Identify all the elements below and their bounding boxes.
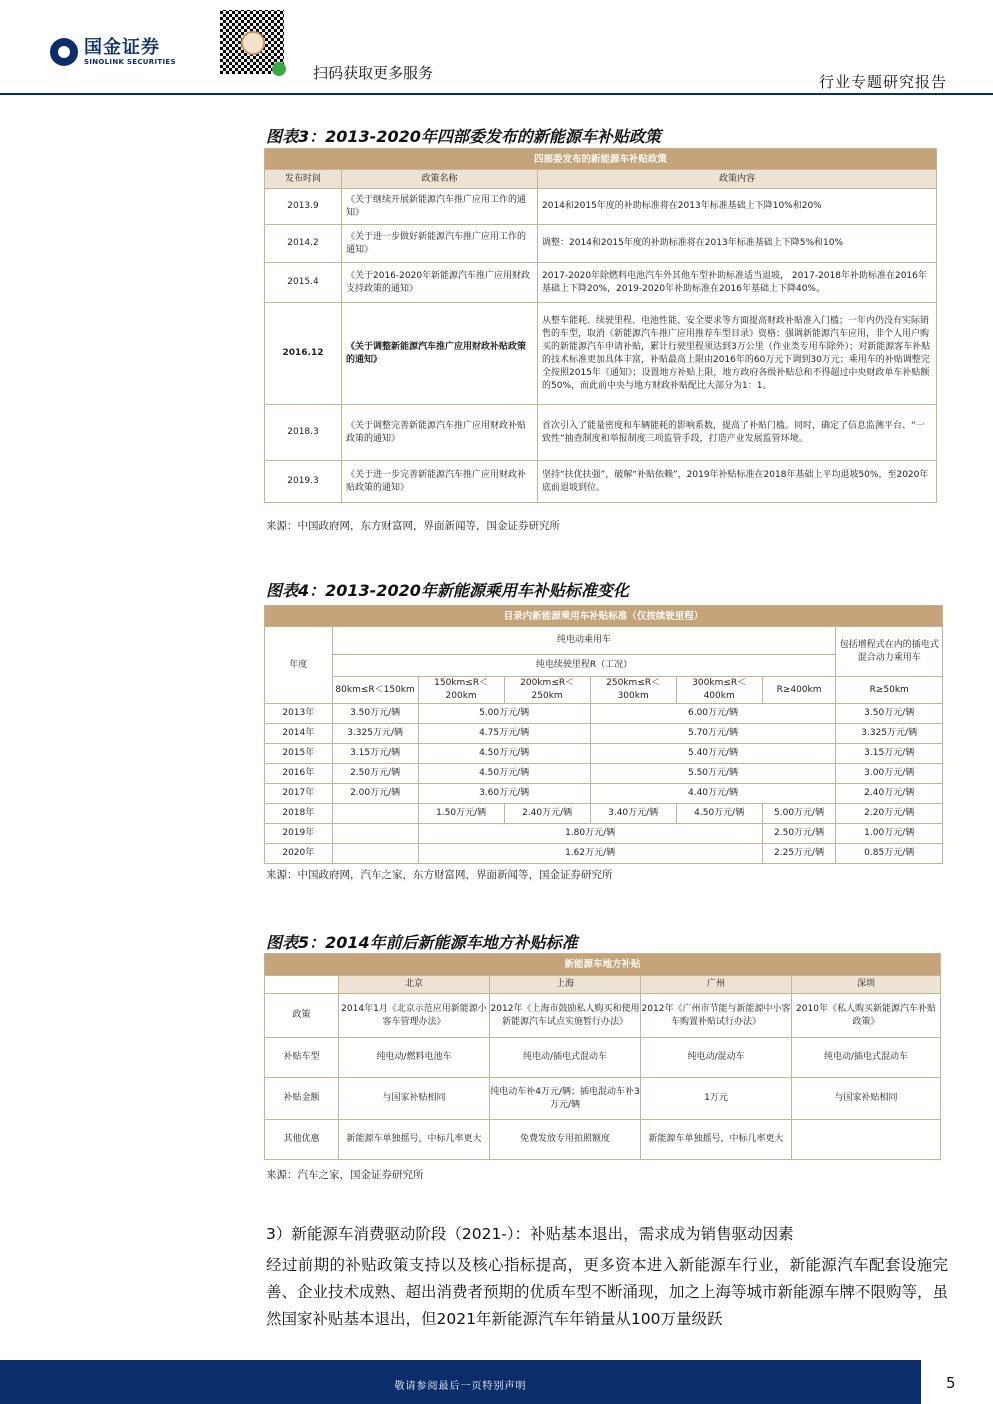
table-row (265, 724, 943, 744)
fig4-cell: 2.40万元/辆 (836, 784, 943, 804)
fig5-cell: 新能源车单独摇号，中标几率更大 (339, 1120, 490, 1160)
logo-en: SINOLINK SECURITIES (84, 58, 176, 66)
header-divider (0, 93, 993, 95)
fig3-date: 2016.12 (265, 303, 342, 405)
fig4-phev-header: 包括增程式在内的插电式混合动力乘用车 (836, 627, 943, 677)
logo-icon (50, 38, 78, 66)
fig3-name: 《关于调整新能源汽车推广应用财政补贴政策的通知》 (342, 303, 538, 405)
fig5-cell: 纯电动/插电式混动车 (792, 1038, 941, 1078)
fig5-table (264, 953, 941, 1160)
fig3-banner: 四部委发布的新能源车补贴政策 (265, 149, 937, 170)
fig5-row-label: 政策 (265, 994, 339, 1038)
fig3-content: 首次引入了能量密度和车辆能耗的影响系数，提高了补贴门槛。同时，确定了信息监测平台、“一致性”抽查制度和举报制度三项监管手段，打造产业发展监管环境。 (538, 405, 937, 461)
table-row (265, 744, 943, 764)
fig5-source: 来源：汽车之家，国金证券研究所 (266, 1169, 424, 1181)
fig4-range-col: 80km≤R＜150km (332, 677, 418, 704)
fig3-title: 图表3：2013-2020年四部委发布的新能源车补贴政策 (266, 127, 661, 146)
fig5-row-label: 补贴车型 (265, 1038, 339, 1078)
fig3-content: 坚持“扶优扶强”，破解“补贴依赖”，2019年补贴标准在2018年基础上平均退坡50%，至2020年底前退坡到位。 (538, 461, 937, 503)
fig4-range-col: 200km≤R＜250km (504, 677, 590, 704)
fig3-header-name: 政策名称 (342, 170, 538, 189)
fig4-range-col: 250km≤R＜300km (590, 677, 676, 704)
table-row (265, 764, 943, 784)
fig4-table (264, 605, 943, 864)
fig4-cell: 3.15万元/辆 (332, 744, 418, 764)
fig3-content: 从整车能耗、续驶里程、电池性能、安全要求等方面提高财政补贴准入门槛；一年内仍没有实际销售的车型，取消《新能源汽车推广应用推荐车型目录》资格；强调新能源汽车应用，非个人用户购买的新能源汽车申请补贴，累计行驶里程须达到3万公里（作业类专用车除外）；对新能源客车补贴的技术标准更加具体丰富，补贴最高上限由2016年的60万元下调到30万元；乘用车的补贴调整完全按照2015年《通知》；设置地方补贴上限，地方政府各级补贴总和不得超过中央财政单车补贴额的50%，而此前中央与地方财政补贴配比大部分为1：1。 (538, 303, 937, 405)
fig5-cell: 纯电动/插电式混动车 (490, 1038, 641, 1078)
fig5-cell: 2012年《上海市鼓励私人购买和使用新能源汽车试点实施暂行办法》 (490, 994, 641, 1038)
table-row (265, 994, 941, 1038)
logo-cn: 国金证券 (84, 37, 160, 58)
fig4-cell: 4.50万元/辆 (676, 804, 762, 824)
page-number: 5 (946, 1374, 956, 1392)
fig4-cell: 3.40万元/辆 (590, 804, 676, 824)
fig4-cell: 2.40万元/辆 (504, 804, 590, 824)
fig4-cell: 1.00万元/辆 (836, 824, 943, 844)
report-type: 行业专题研究报告 (818, 73, 947, 91)
fig4-cell: 3.15万元/辆 (836, 744, 943, 764)
page-header (0, 0, 993, 96)
fig4-cell: 4.50万元/辆 (418, 764, 590, 784)
fig4-cell: 5.00万元/辆 (418, 704, 590, 724)
table-row (265, 1078, 941, 1120)
fig4-year: 2013年 (265, 704, 333, 724)
fig5-title: 图表5：2014年前后新能源车地方补贴标准 (266, 933, 578, 952)
fig3-source: 来源：中国政府网，东方财富网，界面新闻等，国金证券研究所 (266, 520, 560, 532)
fig4-range-header: 纯电续驶里程R（工况） (332, 655, 836, 677)
table-row (265, 405, 937, 461)
fig3-name: 《关于进一步做好新能源汽车推广应用工作的通知》 (342, 225, 538, 263)
fig3-name: 《关于进一步完善新能源汽车推广应用财政补贴政策的通知》 (342, 461, 538, 503)
fig5-cell: 免费发放专用拍照额度 (490, 1120, 641, 1160)
fig3-content: 调整：2014和2015年度的补助标准将在2013年标准基础上下降5%和10% (538, 225, 937, 263)
table-row (265, 461, 937, 503)
table-row (265, 844, 943, 864)
fig5-cell (792, 1120, 941, 1160)
fig4-title: 图表4：2013-2020年新能源乘用车补贴标准变化 (266, 581, 629, 600)
fig4-year: 2020年 (265, 844, 333, 864)
fig5-cell: 纯电动/燃料电池车 (339, 1038, 490, 1078)
fig5-row-label: 其他优惠 (265, 1120, 339, 1160)
fig4-cell: 3.60万元/辆 (418, 784, 590, 804)
fig3-content: 2014和2015年度的补助标准将在2013年标准基础上下降10%和20% (538, 189, 937, 225)
fig4-cell: 6.00万元/辆 (590, 704, 836, 724)
fig4-cell: 4.50万元/辆 (418, 744, 590, 764)
fig4-cell (332, 824, 418, 844)
fig5-cell: 纯电动车补4万元/辆；插电混动车补3万元/辆 (490, 1078, 641, 1120)
fig4-cell: 3.00万元/辆 (836, 764, 943, 784)
company-logo (50, 38, 176, 66)
fig4-bev-header: 纯电动乘用车 (332, 627, 836, 655)
fig3-content: 2017-2020年除燃料电池汽车外其他车型补助标准适当退坡， 2017-2018年补助标准在2016年基础上下降20%，2019-2020年补助标准在2016年基础上下降40%。 (538, 263, 937, 303)
fig5-corner (265, 976, 339, 994)
fig3-name: 《关于调整完善新能源汽车推广应用财政补贴政策的通知》 (342, 405, 538, 461)
fig3-date: 2019.3 (265, 461, 342, 503)
fig3-date: 2013.9 (265, 189, 342, 225)
fig4-cell: 2.20万元/辆 (836, 804, 943, 824)
fig4-source: 来源：中国政府网，汽车之家，东方财富网，界面新闻等，国金证券研究所 (266, 869, 613, 881)
fig4-cell: 4.40万元/辆 (590, 784, 836, 804)
fig4-cell: 5.40万元/辆 (590, 744, 836, 764)
table-row (265, 804, 943, 824)
fig4-cell: 5.50万元/辆 (590, 764, 836, 784)
fig4-year: 2018年 (265, 804, 333, 824)
table-row (265, 263, 937, 303)
fig4-year: 2016年 (265, 764, 333, 784)
scan-text: 扫码获取更多服务 (313, 64, 434, 82)
fig5-cell: 2010年《私人购买新能源汽车补贴政策》 (792, 994, 941, 1038)
fig4-cell: 1.62万元/辆 (418, 844, 762, 864)
fig5-cell: 与国家补贴相同 (792, 1078, 941, 1120)
fig4-range-col: R≥50km (836, 677, 943, 704)
qr-badge-icon (272, 62, 286, 76)
fig4-cell: 2.00万元/辆 (332, 784, 418, 804)
qr-center-logo-icon (241, 31, 265, 55)
fig5-city: 上海 (490, 976, 641, 994)
fig5-cell: 1万元 (641, 1078, 792, 1120)
body-paragraph: 经过前期的补贴政策支持以及核心指标提高，更多资本进入新能源车行业，新能源汽车配套设施完善、企业技术成熟、超出消费者预期的优质车型不断涌现，加之上海等城市新能源车牌不限购等，虽然国家补贴基本退出，但2021年新能源汽车年销量从100万量级跃 (266, 1256, 949, 1328)
table-row (265, 704, 943, 724)
fig5-row-label: 补贴金额 (265, 1078, 339, 1120)
fig5-city: 深圳 (792, 976, 941, 994)
fig4-cell (332, 804, 418, 824)
fig5-cell: 与国家补贴相同 (339, 1078, 490, 1120)
table-row (265, 225, 937, 263)
fig5-city: 广州 (641, 976, 792, 994)
fig4-year: 2014年 (265, 724, 333, 744)
section-subheading: 3）新能源车消费驱动阶段（2021-）：补贴基本退出，需求成为销售驱动因素 (266, 1225, 794, 1243)
fig4-banner: 目录内新能源乘用车补贴标准（仅按续驶里程） (265, 606, 943, 627)
fig5-cell: 纯电动/混动车 (641, 1038, 792, 1078)
table-row (265, 189, 937, 225)
fig4-cell: 5.70万元/辆 (590, 724, 836, 744)
fig4-cell: 1.50万元/辆 (418, 804, 504, 824)
fig5-cell: 新能源车单独摇号，中标几率更大 (641, 1120, 792, 1160)
fig3-table (264, 148, 937, 503)
fig4-year: 2017年 (265, 784, 333, 804)
fig4-range-col: R≥400km (762, 677, 836, 704)
fig4-cell: 4.75万元/辆 (418, 724, 590, 744)
fig4-range-col: 150km≤R＜200km (418, 677, 504, 704)
fig4-year-header: 年度 (265, 627, 333, 704)
fig4-range-col: 300km≤R＜400km (676, 677, 762, 704)
fig4-cell: 1.80万元/辆 (418, 824, 762, 844)
table-row (265, 784, 943, 804)
fig4-cell: 3.325万元/辆 (836, 724, 943, 744)
fig5-cell: 2012年《广州市节能与新能源中小客车购置补贴试行办法》 (641, 994, 792, 1038)
table-row (265, 824, 943, 844)
fig3-name: 《关于继续开展新能源汽车推广应用工作的通知》 (342, 189, 538, 225)
fig5-cell: 2014年1月《北京示范应用新能源小客车管理办法》 (339, 994, 490, 1038)
fig4-cell: 3.50万元/辆 (332, 704, 418, 724)
fig3-date: 2014.2 (265, 225, 342, 263)
fig3-header-content: 政策内容 (538, 170, 937, 189)
fig4-year: 2019年 (265, 824, 333, 844)
fig4-cell: 2.25万元/辆 (762, 844, 836, 864)
fig4-year: 2015年 (265, 744, 333, 764)
fig3-date: 2018.3 (265, 405, 342, 461)
fig3-name: 《关于2016-2020年新能源汽车推广应用财政支持政策的通知》 (342, 263, 538, 303)
table-row (265, 1038, 941, 1078)
fig4-cell (332, 844, 418, 864)
fig4-cell: 5.00万元/辆 (762, 804, 836, 824)
fig4-cell: 2.50万元/辆 (332, 764, 418, 784)
table-row (265, 303, 937, 405)
fig4-cell: 2.50万元/辆 (762, 824, 836, 844)
fig4-cell: 3.50万元/辆 (836, 704, 943, 724)
fig5-city: 北京 (339, 976, 490, 994)
fig5-banner: 新能源车地方补贴 (265, 954, 941, 976)
fig3-header-date: 发布时间 (265, 170, 342, 189)
fig4-cell: 0.85万元/辆 (836, 844, 943, 864)
fig4-cell: 3.325万元/辆 (332, 724, 418, 744)
fig3-date: 2015.4 (265, 263, 342, 303)
footer-disclaimer-link[interactable]: 敬请参阅最后一页特别声明 (394, 1381, 527, 1392)
table-row (265, 1120, 941, 1160)
